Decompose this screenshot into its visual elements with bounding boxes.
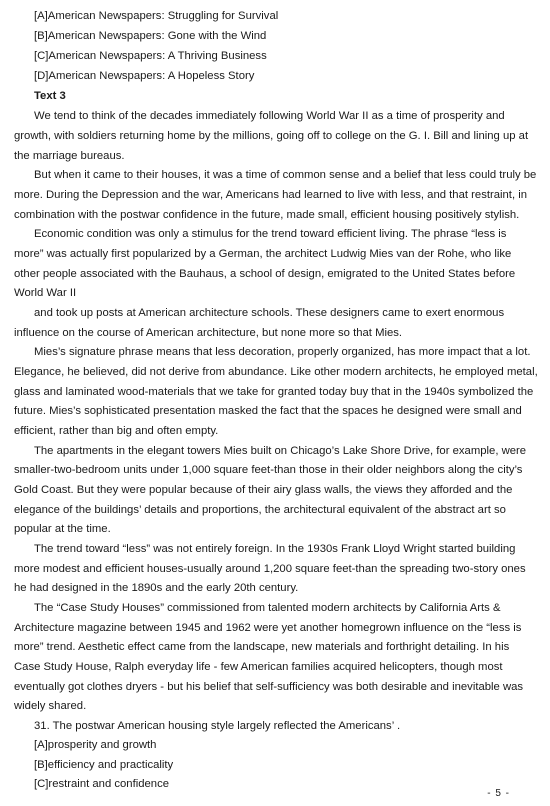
previous-option-c: [C]American Newspapers: A Thriving Business (34, 50, 267, 62)
text-line: World War II (14, 287, 77, 299)
text-line: The “Case Study Houses” commissioned from talented modern architects by California Arts & (34, 602, 501, 614)
text-line: Case Study House, Ralph everyday life - few American families acquired helicopters, though most (14, 661, 503, 673)
text-line: popular at the time. (14, 523, 111, 535)
text-line: and took up posts at American architecture schools. These designers came to exert enormous (34, 307, 505, 319)
question-option-b: [B]efficiency and practicality (34, 759, 174, 771)
text-line: combination with the postwar confidence in the future, made small, efficient housing positively stylish. (14, 209, 520, 221)
question-option-a: [A]prosperity and growth (34, 739, 157, 751)
text-line: We tend to think of the decades immediately following World War II as a time of prosperity and (34, 110, 505, 122)
text-line: Gold Coast. But they were popular because of their airy glass walls, the views they afforded and the (14, 484, 513, 496)
text-line: more. During the Depression and the war, Americans had learned to live with less, and that restraint, in (14, 189, 528, 201)
text-line: more” was actually first popularized by a German, the architect Ludwig Mies van der Rohe, who like (14, 248, 512, 260)
text-line: The apartments in the elegant towers Mies built on Chicago’s Lake Shore Drive, for example, were (34, 445, 527, 457)
text-line: future. Mies’s sophisticated presentation masked the fact that the spaces he designed were small and (14, 405, 522, 417)
section-title: Text 3 (34, 90, 66, 102)
text-line: But when it came to their houses, it was a time of common sense and a belief that less could truly be (34, 169, 537, 181)
text-line: Mies’s signature phrase means that less decoration, properly organized, has more impact that a lot. (34, 346, 531, 358)
previous-option-a: [A]American Newspapers: Struggling for Survival (34, 10, 279, 22)
previous-option-b: [B]American Newspapers: Gone with the Wind (34, 30, 267, 42)
page-number: - 5 - (487, 788, 510, 799)
text-line: eventually got clothes dryers - but his belief that self-sufficiency was both desirable and inevitable was (14, 681, 524, 693)
text-line: widely shared. (14, 700, 87, 712)
question-option-c: [C]restraint and confidence (34, 778, 170, 790)
text-line: he had designed in the 1890s and the early 20th century. (14, 582, 299, 594)
text-line: Architecture magazine between 1945 and 1962 were yet another homegrown influence on the “less is (14, 622, 522, 634)
text-line: more modest and efficient houses-usually around 1,200 square feet-than the spreading two-story ones (14, 563, 526, 575)
text-line: Economic condition was only a stimulus for the trend toward efficient living. The phrase “less is (34, 228, 507, 240)
text-line: efficient, rather than big and often empty. (14, 425, 219, 437)
text-line: smaller-two-bedroom units under 1,000 square feet-than those in their older neighbors along the city’s (14, 464, 523, 476)
text-line: other people associated with the Bauhaus, a school of design, emigrated to the United States before (14, 268, 516, 280)
text-line: influence on the course of American architecture, but none more so that Mies. (14, 327, 403, 339)
text-line: The trend toward “less” was not entirely foreign. In the 1930s Frank Lloyd Wright started building (34, 543, 516, 555)
text-line: Elegance, he believed, did not derive from abundance. Like other modern architects, he employed metal, (14, 366, 538, 378)
question-stem: 31. The postwar American housing style largely reflected the Americans’ . (34, 720, 401, 732)
text-line: the marriage bureaus. (14, 150, 125, 162)
previous-option-d: [D]American Newspapers: A Hopeless Story (34, 70, 255, 82)
text-line: glass and laminated wood-materials that we take for granted today buy that in the 1940s symbolized the (14, 386, 534, 398)
text-line: elegance of the buildings’ details and proportions, the architectural equivalent of the abstract art so (14, 504, 506, 516)
text-line: growth, with soldiers returning home by the millions, going off to college on the G. I. Bill and lining up at (14, 130, 529, 142)
text-line: more” trend. Aesthetic effect came from the landscape, new materials and forthright detailing. In his (14, 641, 510, 653)
